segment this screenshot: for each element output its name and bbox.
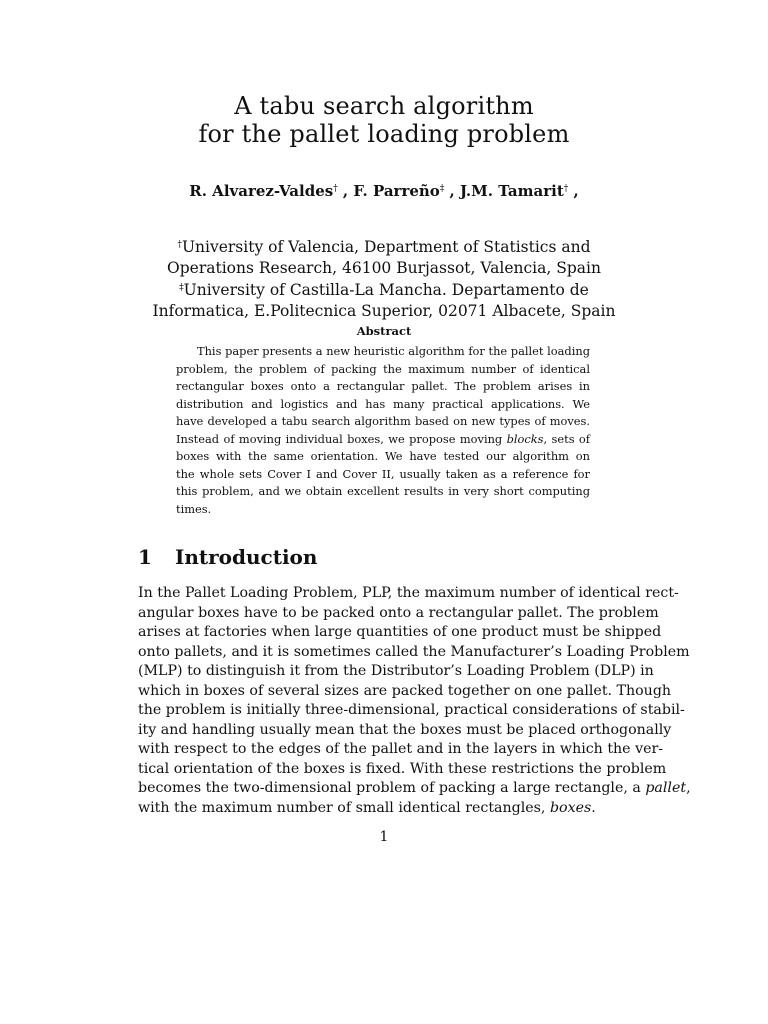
body-line: which in boxes of several sizes are packed together on one pallet. Though [138,682,672,699]
author-separator: , [568,182,579,200]
paper-title [0,92,768,148]
title-line-2: for the pallet loading problem [198,120,570,148]
affiliation-line: Informatica, E.Politecnica Superior, 02071 Albacete, Spain [152,301,616,320]
affiliation-line: ‡University of Castilla-La Mancha. Departamento de [179,281,589,299]
body-line: tical orientation of the boxes is fixed. With these restrictions the problem [138,760,667,777]
abstract-line: rectangular boxes onto a rectangular pallet. The problem arises in [176,379,590,393]
abstract-line: Instead of moving individual boxes, we propose moving blocks, sets of [176,431,590,446]
body-line: arises at factories when large quantities of one product must be shipped [138,624,662,640]
affiliation-line: Operations Research, 46100 Burjassot, Valencia, Spain [167,258,601,277]
author-name: F. Parreño [353,182,440,200]
body-line: ity and handling usually mean that the boxes must be placed orthogonally [138,721,672,738]
affiliation-line: †University of Valencia, Department of Statistics and [177,238,591,256]
affiliation-mark: † [563,184,569,194]
author-name: J.M. Tamarit [460,182,564,200]
body-line: angular boxes have to be packed onto a rectangular pallet. The problem [138,604,659,621]
section-title: Introduction [175,545,318,569]
abstract-line: times. [176,501,212,516]
body-line: onto pallets, and it is sometimes called the Manufacturer’s Loading Problem [138,643,690,660]
abstract-line: have developed a tabu search algorithm based on new types of moves. [176,414,590,428]
affiliation-mark: ‡ [439,184,445,194]
section-body [138,584,691,818]
body-line: (MLP) to distinguish it from the Distributor’s Loading Problem (DLP) in [138,663,654,679]
emphasis: boxes [549,799,592,816]
abstract-heading: Abstract [356,324,412,338]
abstract-line: This paper presents a new heuristic algorithm for the pallet loading [197,344,590,358]
emphasis: blocks [506,431,544,446]
author-name: R. Alvarez-Valdes [189,182,334,200]
body-line: the problem is initially three-dimensional, practical considerations of stabil- [138,702,685,718]
body-line: In the Pallet Loading Problem, PLP, the maximum number of identical rect- [138,585,679,601]
section-number: 1 [138,545,152,569]
author-separator: , [337,182,354,200]
title-line-1: A tabu search algorithm [234,92,534,120]
emphasis: pallet [645,780,687,796]
author-list [0,182,768,200]
abstract-line: boxes with the same orientation. We have tested our algorithm on [176,449,590,463]
abstract-line: the whole sets Cover I and Cover II, usually taken as a reference for [176,466,590,481]
body-line: with respect to the edges of the pallet and in the layers in which the ver- [138,741,664,757]
affiliations [0,235,768,321]
abstract-line: distribution and logistics and has many practical applications. We [176,396,590,411]
body-line: becomes the two-dimensional problem of packing a large rectangle, a pallet, [138,780,691,796]
affiliation-mark: † [177,240,182,250]
author-separator: , [444,182,460,200]
abstract-line: problem, the problem of packing the maximum number of identical [176,361,590,376]
abstract-line: this problem, and we obtain excellent results in very short computing [176,484,590,498]
affiliation-mark: † [333,184,338,194]
affiliation-mark: ‡ [179,283,184,293]
abstract-body [176,343,590,518]
body-line: with the maximum number of small identical rectangles, boxes. [138,799,596,816]
page-number: 1 [379,829,389,845]
section-heading [138,545,317,569]
